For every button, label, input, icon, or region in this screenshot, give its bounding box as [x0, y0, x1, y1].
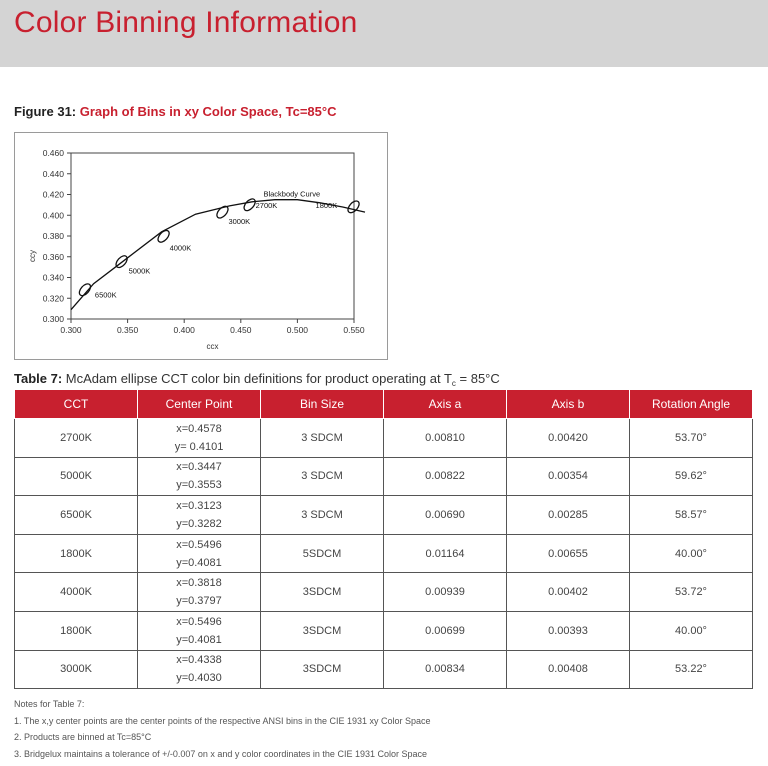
- chart-frame: [14, 132, 388, 360]
- y-tick-label: 0.440: [42, 168, 64, 179]
- table-row: [15, 650, 753, 689]
- cell-axis-b: 0.00420: [507, 419, 630, 458]
- header-axis-b: Axis b: [507, 390, 630, 419]
- cell-bin-size: 3 SDCM: [261, 496, 384, 535]
- cell-center-point: [138, 496, 261, 535]
- cell-axis-b: 0.00402: [507, 573, 630, 612]
- center-x: x=0.3818: [176, 577, 222, 590]
- cell-cct: 4000K: [15, 573, 138, 612]
- table-row: [15, 611, 753, 650]
- x-tick-label: 0.550: [343, 325, 365, 335]
- center-y: y=0.3553: [176, 479, 222, 492]
- y-tick-label: 0.340: [42, 272, 64, 283]
- table-row: [15, 573, 753, 612]
- bin-ellipse-label: 6500K: [94, 290, 117, 300]
- cell-axis-a: 0.00699: [384, 611, 507, 650]
- cell-axis-a: 0.01164: [384, 534, 507, 573]
- cell-bin-size: 5SDCM: [261, 534, 384, 573]
- cell-rotation-angle: 58.57°: [630, 496, 753, 535]
- y-tick-label: 0.360: [42, 251, 64, 262]
- bin-ellipse: [156, 228, 171, 244]
- center-x: x=0.3447: [176, 461, 222, 474]
- y-tick-label: 0.380: [42, 231, 64, 241]
- center-y: y=0.4030: [176, 672, 222, 685]
- y-tick-label: 0.420: [42, 189, 64, 200]
- bin-ellipse-label: 2700K: [255, 200, 278, 210]
- table-row: [15, 534, 753, 573]
- cell-cct: 1800K: [15, 534, 138, 573]
- center-x: x=0.5496: [176, 538, 222, 551]
- table-label: Table 7:: [14, 371, 63, 386]
- header-axis-a: Axis a: [384, 390, 507, 419]
- x-tick-label: 0.350: [116, 325, 139, 335]
- cell-cct: 6500K: [15, 496, 138, 535]
- table-caption-sub: c: [451, 379, 456, 388]
- cell-axis-a: 0.00810: [384, 419, 507, 458]
- y-tick-label: 0.400: [42, 210, 64, 221]
- cell-rotation-angle: 40.00°: [630, 611, 753, 650]
- cell-center-point: [138, 611, 261, 650]
- notes-title: Notes for Table 7:: [14, 699, 85, 709]
- x-tick-label: 0.400: [173, 325, 195, 335]
- note-item: 3. Bridgelux maintains a tolerance of +/-0.007 on x and y color coordinates in the CIE 1931 Color Space: [14, 748, 427, 759]
- cell-axis-b: 0.00285: [507, 496, 630, 535]
- cell-axis-b: 0.00655: [507, 534, 630, 573]
- cell-cct: 3000K: [15, 650, 138, 689]
- x-axis-label: ccx: [206, 342, 219, 351]
- table-caption-tail: = 85°C: [455, 371, 500, 386]
- cell-axis-a: 0.00834: [384, 650, 507, 689]
- header-band: [0, 0, 768, 67]
- table-caption: [14, 371, 500, 388]
- center-x: x=0.5496: [176, 615, 222, 628]
- cell-rotation-angle: 53.70°: [630, 419, 753, 458]
- center-y: y=0.4081: [176, 633, 222, 646]
- bin-ellipse-label: 5000K: [128, 266, 151, 276]
- cell-rotation-angle: 40.00°: [630, 534, 753, 573]
- center-y: y= 0.4101: [174, 440, 224, 453]
- bins-chart: [15, 133, 389, 361]
- header-cct: CCT: [15, 390, 138, 419]
- cell-axis-b: 0.00354: [507, 457, 630, 496]
- center-y: y=0.4081: [176, 556, 222, 569]
- cell-bin-size: 3SDCM: [261, 573, 384, 612]
- cell-axis-b: 0.00408: [507, 650, 630, 689]
- cell-bin-size: 3 SDCM: [261, 457, 384, 496]
- table-row: [15, 419, 753, 458]
- page-title: Color Binning Information: [14, 6, 358, 39]
- cell-center-point: [138, 650, 261, 689]
- cell-rotation-angle: 53.22°: [630, 650, 753, 689]
- bin-ellipse-label: 1800K: [315, 200, 338, 210]
- bin-ellipse: [77, 282, 92, 298]
- x-tick-label: 0.450: [230, 325, 252, 335]
- cell-cct: 2700K: [15, 419, 138, 458]
- note-item: 1. The x,y center points are the center points of the respective ANSI bins in the CIE 1931 xy Color Space: [14, 715, 431, 726]
- center-x: x=0.3123: [176, 499, 222, 512]
- y-axis-label: ccy: [28, 250, 37, 262]
- cell-axis-a: 0.00690: [384, 496, 507, 535]
- cell-cct: 5000K: [15, 457, 138, 496]
- cell-bin-size: 3SDCM: [261, 611, 384, 650]
- center-y: y=0.3282: [176, 517, 222, 530]
- cell-center-point: [138, 457, 261, 496]
- table-row: [15, 457, 753, 496]
- bin-table: [14, 389, 753, 689]
- y-tick-label: 0.320: [42, 293, 64, 304]
- x-tick-label: 0.500: [286, 325, 309, 335]
- cell-bin-size: 3 SDCM: [261, 419, 384, 458]
- table-notes: [14, 696, 431, 762]
- figure-caption: [14, 104, 336, 119]
- center-y: y=0.3797: [176, 595, 222, 608]
- table-caption-text: McAdam ellipse CCT color bin definitions for product operating at T: [65, 371, 452, 386]
- bin-ellipse-label: 4000K: [169, 243, 192, 253]
- cell-center-point: [138, 573, 261, 612]
- note-item: 2. Products are binned at Tc=85°C: [14, 732, 152, 742]
- header-rotation-angle: Rotation Angle: [630, 390, 753, 419]
- cell-axis-b: 0.00393: [507, 611, 630, 650]
- y-tick-label: 0.300: [42, 314, 64, 324]
- cell-rotation-angle: 59.62°: [630, 457, 753, 496]
- center-x: x=0.4338: [176, 654, 222, 667]
- bin-ellipse-label: 3000K: [228, 217, 251, 227]
- cell-axis-a: 0.00939: [384, 573, 507, 612]
- figure-title: Graph of Bins in xy Color Space, Tc=85°C: [79, 104, 337, 119]
- figure-label: Figure 31:: [14, 104, 77, 119]
- center-x: x=0.4578: [176, 422, 222, 435]
- header-bin-size: Bin Size: [261, 390, 384, 419]
- cell-cct: 1800K: [15, 611, 138, 650]
- x-tick-label: 0.300: [60, 325, 82, 335]
- cell-center-point: [138, 534, 261, 573]
- cell-rotation-angle: 53.72°: [630, 573, 753, 612]
- cell-center-point: [138, 419, 261, 458]
- blackbody-curve-label: Blackbody Curve: [263, 189, 321, 199]
- cell-bin-size: 3SDCM: [261, 650, 384, 689]
- table-row: [15, 496, 753, 535]
- cell-axis-a: 0.00822: [384, 457, 507, 496]
- y-tick-label: 0.460: [42, 148, 64, 158]
- table-header-row: [15, 390, 753, 419]
- header-center-point: Center Point: [138, 390, 261, 419]
